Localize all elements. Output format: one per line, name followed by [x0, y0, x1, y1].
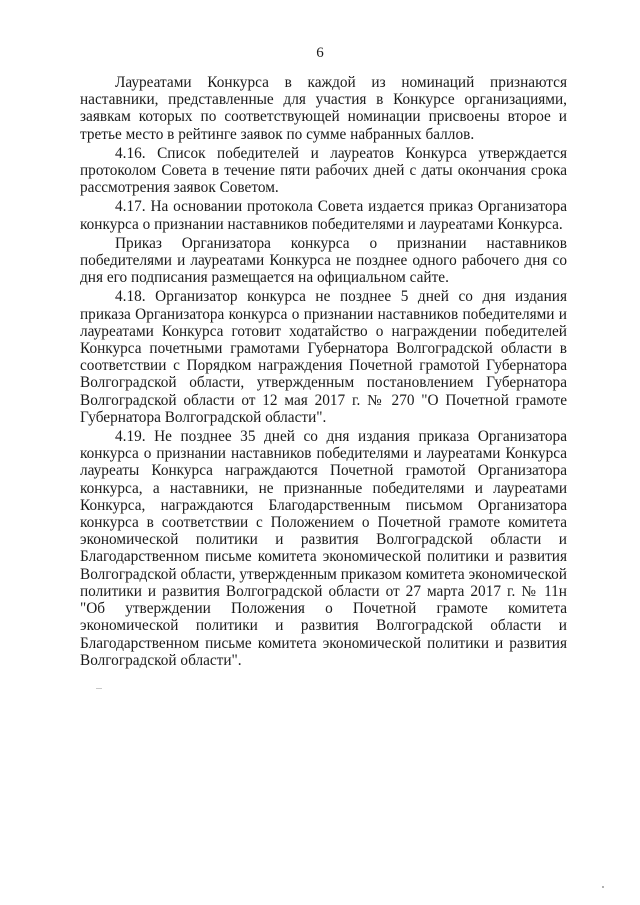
paragraph-4-17: 4.17. На основании протокола Совета издается приказ Организатора конкурса о признании наставников победителями и лауреатами Конкурса.: [80, 198, 567, 233]
paragraph-order-publication: Приказ Организатора конкурса о признании наставников победителями и лауреатами Конкурса не позднее одного рабочего дня со дня его подписания размещается на официальном сайте.: [80, 234, 567, 287]
page-number: 6: [316, 45, 324, 61]
scan-artifact-dash: [96, 688, 102, 689]
paragraph-4-16: 4.16. Список победителей и лауреатов Конкурса утверждается протоколом Совета в течение пяти рабочих дней с даты окончания срока рассмотрения заявок Советом.: [80, 144, 567, 197]
paragraph-laureates: Лауреатами Конкурса в каждой из номинаций признаются наставники, представленные для участия в Конкурсе организациями, заявкам которых по соответствующей номинации присвоены второе и третье место в рейтинге заявок по сумме набранных баллов.: [80, 74, 567, 143]
document-body: [80, 74, 567, 671]
paragraph-4-19: 4.19. Не позднее 35 дней со дня издания приказа Организатора конкурса о признании наставников победителями и лауреатами Конкурса лауреаты Конкурса награждаются Почетной грамотой Организатора конкурса, а наставники, не признанные победителями и лауреатами Конкурса, награждаются Благодарственным письмом Организатора конкурса в соответствии с Положением о Почетной грамоте комитета экономической политики и развития Волгоградской области и Благодарственном письме комитета экономической политики и развития Волгоградской области, утвержденным приказом комитета экономической политики и развития Волгоградской области от 27 марта 2017 г. № 11н "Об утверждении Положения о Почетной грамоте комитета экономической политики и развития Волгоградской области и Благодарственном письме комитета экономической политики и развития Волгоградской области".: [80, 428, 567, 669]
paragraph-4-18: 4.18. Организатор конкурса не позднее 5 дней со дня издания приказа Организатора конкурса о признании наставников победителями и лауреатами Конкурса готовит ходатайство о награждении победителей Конкурса почетными грамотами Губернатора Волгоградской области в соответствии с Порядком награждения Почетной грамотой Губернатора Волгоградской области, утвержденным постановлением Губернатора Волгоградской области от 12 мая 2017 г. № 270 "О Почетной грамоте Губернатора Волгоградской области".: [80, 288, 567, 426]
scan-artifact-dot: [602, 886, 604, 888]
